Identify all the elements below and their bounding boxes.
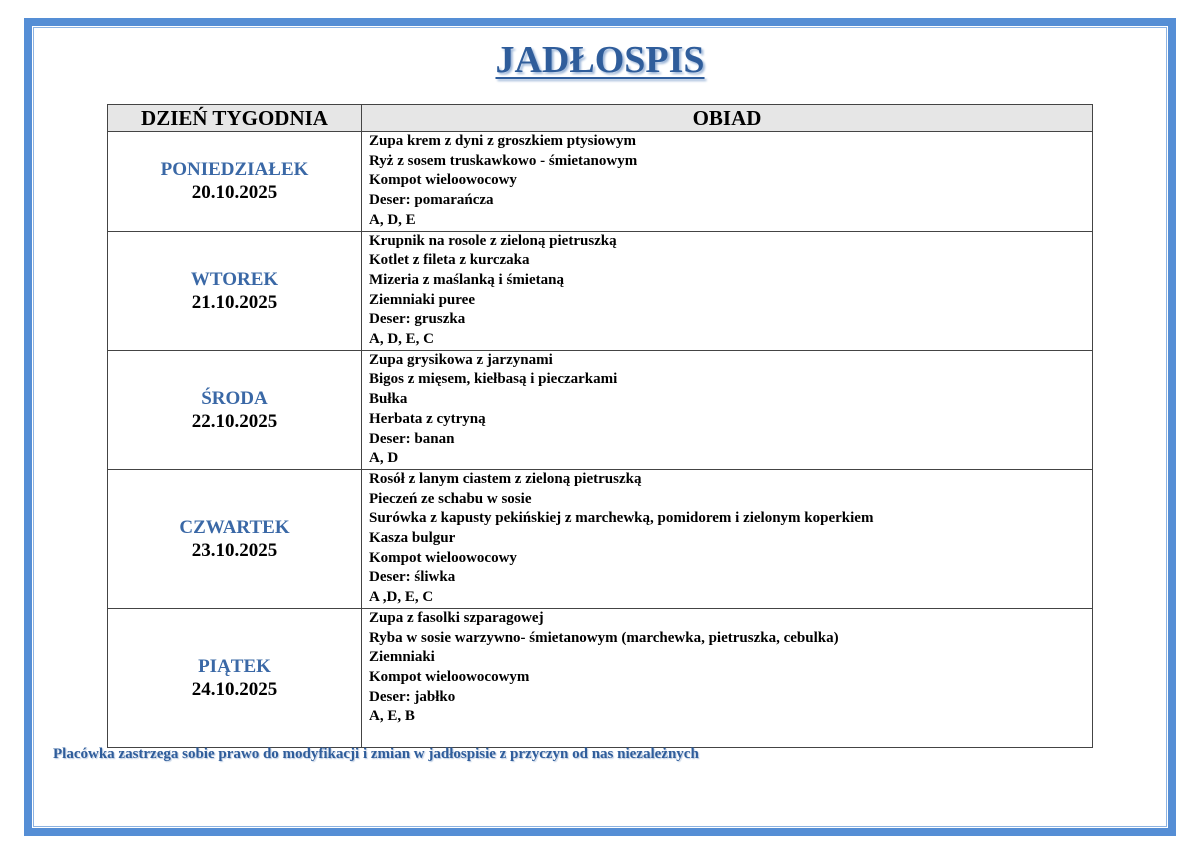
day-cell [108, 608, 362, 747]
footer-note: Placówka zastrzega sobie prawo do modyfikacji i zmian w jadłospisie z przyczyn od nas niezależnych [53, 746, 699, 762]
page-title: JADŁOSPIS [495, 39, 705, 81]
day-name: CZWARTEK [179, 516, 290, 538]
table-row [108, 350, 1093, 469]
table-row [108, 608, 1093, 747]
meal-item: Kotlet z fileta z kurczaka [369, 252, 530, 269]
meal-item: Ryba w sosie warzywno- śmietanowym (marchewka, pietruszka, cebulka) [369, 629, 839, 646]
day-name: WTOREK [190, 268, 279, 290]
meal-item: Zupa z fasolki szparagowej [369, 609, 544, 626]
meal-item: Deser: jabłko [369, 688, 456, 705]
day-cell [108, 350, 362, 469]
meal-item: Deser: pomarańcza [369, 192, 494, 209]
meal-item: Surówka z kapusty pekińskiej z marchewką, pomidorem i zielonym koperkiem [369, 510, 874, 527]
meal-item: Ryż z sosem truskawkowo - śmietanowym [369, 152, 638, 169]
meal-cell [362, 469, 1093, 608]
day-name: PIĄTEK [198, 655, 271, 677]
day-cell [108, 132, 362, 232]
meal-item: Deser: śliwka [369, 569, 456, 586]
meal-item: Bułka [369, 391, 408, 408]
day-name: ŚRODA [201, 387, 268, 409]
meal-item: Herbata z cytryną [369, 410, 486, 427]
meal-item: Bigos z mięsem, kiełbasą i pieczarkami [369, 371, 618, 388]
day-date: 21.10.2025 [191, 291, 278, 313]
meal-item: Kompot wieloowocowym [369, 668, 530, 685]
meal-item: Kompot wieloowocowy [369, 549, 517, 566]
meal-item: A, E, B [369, 708, 415, 725]
table-row [108, 132, 1093, 232]
meal-item: Deser: gruszka [369, 311, 466, 328]
meal-item: Kompot wieloowocowy [369, 172, 517, 189]
day-date: 22.10.2025 [191, 410, 278, 432]
meal-item: Kasza bulgur [369, 530, 456, 547]
meal-item: A, D [369, 450, 399, 467]
meal-item: Ziemniaki puree [369, 291, 475, 308]
day-name: PONIEDZIAŁEK [160, 159, 309, 181]
header-lunch: OBIAD [362, 105, 1093, 132]
meal-cell [362, 608, 1093, 747]
meal-cell [362, 231, 1093, 350]
meal-item: Pieczeń ze schabu w sosie [369, 490, 532, 507]
meal-item: Zupa grysikowa z jarzynami [369, 351, 553, 368]
meal-item: A ,D, E, C [369, 589, 434, 606]
meal-item: Ziemniaki [369, 649, 435, 666]
menu-table [107, 104, 1093, 748]
header-day: DZIEŃ TYGODNIA [108, 105, 362, 132]
meal-item: A, D, E [369, 211, 416, 228]
day-cell [108, 469, 362, 608]
meal-item: Deser: banan [369, 430, 455, 447]
meal-item: A, D, E, C [369, 331, 435, 348]
meal-cell [362, 350, 1093, 469]
day-cell [108, 231, 362, 350]
meal-item: Mizeria z maślanką i śmietaną [369, 271, 564, 288]
day-date: 23.10.2025 [191, 539, 278, 561]
meal-cell [362, 132, 1093, 232]
day-date: 24.10.2025 [191, 678, 278, 700]
table-row [108, 469, 1093, 608]
table-row [108, 231, 1093, 350]
day-date: 20.10.2025 [191, 182, 278, 204]
meal-item: Krupnik na rosole z zieloną pietruszką [369, 232, 617, 249]
meal-item: Rosół z lanym ciastem z zieloną pietruszką [369, 470, 642, 487]
meal-item: Zupa krem z dyni z groszkiem ptysiowym [369, 133, 636, 149]
